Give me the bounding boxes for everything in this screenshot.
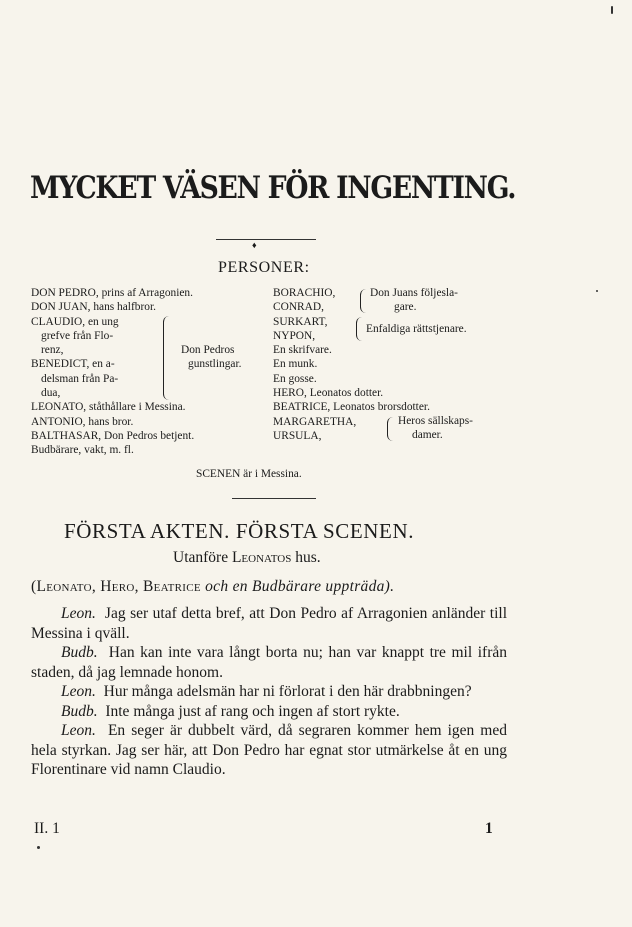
dialogue-line bbox=[31, 682, 507, 702]
setting-line: SCENEN är i Messina. bbox=[196, 468, 302, 480]
speck-mark bbox=[596, 290, 598, 292]
cast-entry: Budbärare, vakt, m. fl. bbox=[31, 444, 134, 457]
speaker: Leon. bbox=[61, 605, 96, 622]
cast-entry: dua, bbox=[41, 387, 61, 400]
cast-entry: CLAUDIO, en ung bbox=[31, 315, 119, 328]
ornament-diamond: ♦ bbox=[252, 240, 257, 250]
speech: En seger är dubbelt värd, då segraren kommer hem igen med hela styrkan. Jag ser här, att Don Pedro har egnat stor utmärkelse åt en ung Florentinare vid namn Claudio. bbox=[31, 722, 507, 778]
cast-entry: BEATRICE, Leonatos brorsdotter. bbox=[273, 401, 430, 414]
character-name: Hero bbox=[100, 578, 135, 595]
cast-entry: En gosse. bbox=[273, 372, 317, 385]
title-rule bbox=[216, 239, 316, 240]
cast-entry: En munk. bbox=[273, 358, 318, 371]
cast-list-left bbox=[31, 286, 194, 458]
cast-entry: BENEDICT, en a- bbox=[31, 358, 115, 371]
cast-brace bbox=[387, 417, 393, 441]
character-name: Leonato bbox=[36, 578, 92, 595]
dialogue-line bbox=[31, 721, 507, 780]
speech: Hur många adelsmän har ni förlorat i den här drabbningen? bbox=[103, 683, 472, 700]
stage-direction-tail: och en Budbärare uppträda). bbox=[200, 578, 395, 595]
speech: Inte många just af rang och ingen af stort rykte. bbox=[105, 702, 400, 720]
separator: , bbox=[134, 578, 143, 595]
speaker: Budb. bbox=[61, 644, 98, 661]
stage-direction bbox=[31, 578, 394, 596]
cast-entry: CONRAD, bbox=[273, 301, 324, 314]
brace-label-foljeslagare: Don Juans följesla- bbox=[370, 287, 458, 299]
dialogue-line bbox=[31, 643, 507, 682]
cast-entry: NYPON, bbox=[273, 329, 316, 342]
section-rule bbox=[232, 498, 316, 499]
speck-mark bbox=[611, 6, 613, 14]
cast-entry: renz, bbox=[41, 344, 64, 357]
brace-label-damer: damer. bbox=[412, 429, 443, 441]
page-number: 1 bbox=[485, 820, 493, 837]
separator: , bbox=[91, 578, 101, 595]
cast-brace bbox=[163, 316, 169, 400]
act-heading: FÖRSTA AKTEN. FÖRSTA SCENEN. bbox=[64, 519, 415, 543]
play-title: MYCKET VÄSEN FÖR INGENTING. bbox=[30, 170, 516, 206]
cast-entry: BALTHASAR, Don Pedros betjent. bbox=[31, 429, 195, 442]
brace-label-don-pedros: Don Pedros bbox=[181, 344, 235, 356]
speaker: Leon. bbox=[61, 683, 96, 700]
cast-entry: ANTONIO, hans bror. bbox=[31, 415, 134, 428]
speck-mark bbox=[37, 846, 40, 849]
speech: Jag ser utaf detta bref, att Don Pedro af Arragonien anländer till Messina i qväll. bbox=[31, 605, 508, 642]
location-name: Leonatos bbox=[231, 549, 292, 566]
cast-brace bbox=[356, 317, 362, 341]
speaker: Leon. bbox=[61, 722, 96, 739]
brace-label-gunstlingar: gunstlingar. bbox=[188, 358, 242, 370]
location-suffix: hus. bbox=[291, 549, 321, 566]
cast-entry: BORACHIO, bbox=[273, 287, 336, 299]
speech: Han kan inte vara långt borta nu; han var knappt tre mil ifrån staden, då jag lemnade honom. bbox=[31, 644, 508, 681]
scene-location bbox=[173, 549, 321, 567]
brace-label-sallskaps: Heros sällskaps- bbox=[398, 415, 473, 427]
cast-entry: URSULA, bbox=[273, 429, 322, 442]
dialogue-body bbox=[31, 604, 507, 780]
brace-label-rattstjenare: Enfaldiga rättstjenare. bbox=[366, 323, 467, 335]
speaker: Budb. bbox=[61, 702, 98, 720]
cast-entry: grefve från Flo- bbox=[41, 329, 114, 342]
dialogue-line bbox=[31, 604, 507, 643]
character-name: Beatrice bbox=[142, 578, 201, 595]
brace-label-gare: gare. bbox=[394, 301, 417, 313]
cast-entry: SURKART, bbox=[273, 315, 328, 328]
signature-mark: II. 1 bbox=[34, 820, 60, 837]
cast-entry: En skrifvare. bbox=[273, 344, 332, 357]
paren-open: ( bbox=[31, 578, 37, 595]
cast-entry: DON JUAN, hans halfbror. bbox=[31, 301, 156, 314]
cast-entry: LEONATO, ståthållare i Messina. bbox=[31, 401, 186, 414]
cast-entry: HERO, Leonatos dotter. bbox=[273, 387, 384, 400]
cast-brace bbox=[360, 289, 366, 313]
cast-entry: DON PEDRO, prins af Arragonien. bbox=[31, 287, 193, 299]
location-prefix: Utanföre bbox=[173, 549, 232, 566]
cast-entry: delsman från Pa- bbox=[41, 372, 119, 385]
cast-entry: MARGARETHA, bbox=[273, 415, 357, 428]
dialogue-line bbox=[31, 702, 507, 722]
personer-heading: PERSONER: bbox=[218, 259, 310, 276]
